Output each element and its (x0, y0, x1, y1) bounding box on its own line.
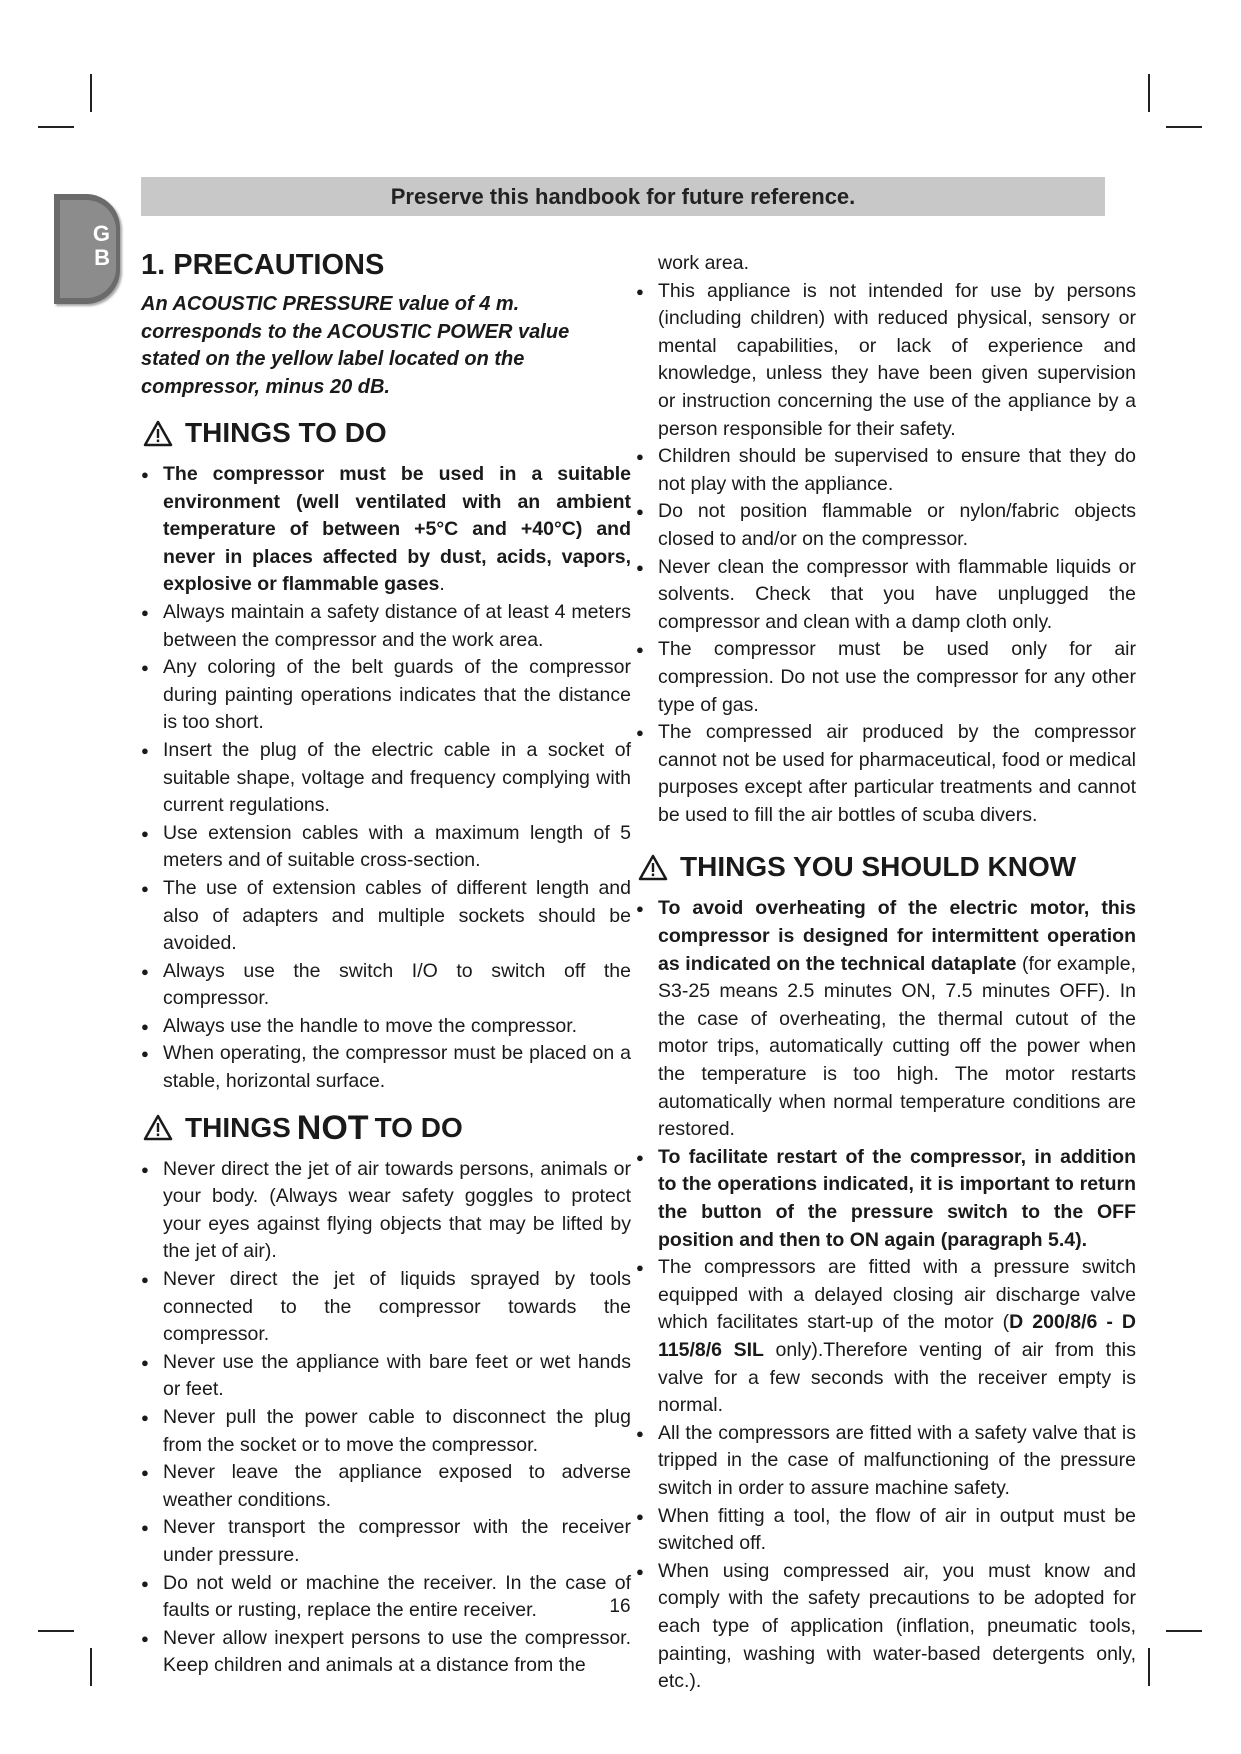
warning-triangle-icon (638, 854, 668, 881)
section-title: 1. PRECAUTIONS (141, 249, 385, 281)
crop-mark (38, 1630, 74, 1632)
list-item: ● When operating, the compressor must be placed on a stable, horizontal surface. (141, 1040, 631, 1095)
list-item: ● Never pull the power cable to disconnect the plug from the socket or to move the compressor. (141, 1404, 631, 1459)
list-item: ● The compressor must be used in a suitable environment (well ventilated with an ambient temperature of between +5°C and +40°C) and never in places affected by dust, acids, vapors, explosive or flammable gases. (141, 461, 631, 599)
things-to-do-list (141, 461, 631, 1096)
list-item: ● Children should be supervised to ensure that they do not play with the appliance. (636, 443, 1136, 498)
things-not-to-do-list (141, 1156, 631, 1680)
things-you-should-know-heading (638, 847, 1136, 887)
list-item: ● Never clean the compressor with flammable liquids or solvents. Check that you have unplugged the compressor and clean with a damp cloth only. (636, 554, 1136, 637)
continued-text: work area. (658, 252, 750, 274)
list-item: ● All the compressors are fitted with a safety valve that is tripped in the case of malfunctioning of the pressure switch in order to assure machine safety. (636, 1420, 1136, 1503)
list-item: ● Never direct the jet of air towards persons, animals or your body. (Always wear safety goggles to protect your eyes against flying objects that may be lifted by the jet of air). (141, 1156, 631, 1266)
list-item: ● When fitting a tool, the flow of air in output must be switched off. (636, 1503, 1136, 1558)
list-item: ● The compressor must be used only for air compression. Do not use the compressor for any other type of gas. (636, 636, 1136, 719)
left-column (141, 245, 631, 1680)
crop-mark (90, 1648, 92, 1686)
list-item: ● Never allow inexpert persons to use the compressor. Keep children and animals at a distance from the (141, 1625, 631, 1680)
list-item: ● This appliance is not intended for use by persons (including children) with reduced physical, sensory or mental capabilities, or lack of experience and knowledge, unless they have been given supervision or instruction concerning the use of the appliance by a person responsible for their safety. (636, 278, 1136, 444)
list-item: ● Never direct the jet of liquids sprayed by tools connected to the compressor towards the compressor. (141, 1266, 631, 1349)
things-to-do-heading (143, 413, 631, 453)
crop-mark (38, 126, 74, 128)
things-you-should-know-title: THINGS YOU SHOULD KNOW (680, 851, 1077, 883)
list-item: ● To facilitate restart of the compressor, in addition to the operations indicated, it is important to return the button of the pressure switch to the OFF position and then to ON again (paragraph 5.4). (636, 1144, 1136, 1254)
things-not-to-do-title-c: TO DO (374, 1111, 463, 1143)
things-not-to-do-heading (143, 1108, 631, 1148)
list-item: ● Never leave the appliance exposed to adverse weather conditions. (141, 1459, 631, 1514)
things-not-to-do-title-b: NOT (296, 1108, 369, 1147)
crop-mark (1148, 74, 1150, 112)
things-you-should-know-list (636, 895, 1136, 1695)
page-number: 16 (609, 1596, 631, 1617)
language-tab: G B (60, 200, 116, 298)
preserve-banner: Preserve this handbook for future reference. (141, 177, 1105, 216)
list-item: ● Use extension cables with a maximum length of 5 meters and of suitable cross-section. (141, 820, 631, 875)
acoustic-intro: An ACOUSTIC PRESSURE value of 4 m. corresponds to the ACOUSTIC POWER value stated on the yellow label located on the compressor, minus 20 dB. (141, 293, 570, 398)
warning-triangle-icon (143, 1114, 173, 1141)
crop-mark (1148, 1648, 1150, 1686)
list-item: ● The compressed air produced by the compressor cannot not be used for pharmaceutical, food or medical purposes except after particular treatments and cannot be used to fill the air bottles of scuba divers. (636, 719, 1136, 829)
list-item: ● Always maintain a safety distance of at least 4 meters between the compressor and the work area. (141, 599, 631, 654)
things-not-to-do-list-continued (636, 278, 1136, 830)
warning-triangle-icon (143, 420, 173, 447)
list-item: ● Always use the handle to move the compressor. (141, 1013, 631, 1041)
list-item: ● To avoid overheating of the electric motor, this compressor is designed for intermittent operation as indicated on the technical dataplate (for example, S3-25 means 2.5 minutes ON, 7.5 minutes OFF). In the case of overheating, the thermal cutout of the motor trips, automatically cutting off the power when the temperature is too high. The motor restarts automatically when normal temperature conditions are restored. (636, 895, 1136, 1143)
crop-mark (90, 74, 92, 112)
crop-mark (1166, 126, 1202, 128)
list-item: ● Never transport the compressor with the receiver under pressure. (141, 1514, 631, 1569)
list-item: ● Do not position flammable or nylon/fabric objects closed to and/or on the compressor. (636, 498, 1136, 553)
list-item: ● Insert the plug of the electric cable in a socket of suitable shape, voltage and frequency complying with current regulations. (141, 737, 631, 820)
list-item: ● The use of extension cables of different length and also of adapters and multiple sockets should be avoided. (141, 875, 631, 958)
list-item: ● Do not weld or machine the receiver. In the case of faults or rusting, replace the entire receiver. (141, 1570, 631, 1625)
list-item: ● The compressors are fitted with a pressure switch equipped with a delayed closing air discharge valve which facilitates start-up of the motor (D 200/8/6 - D 115/8/6 SIL only).Therefore venting of air from this valve for a few seconds with the receiver empty is normal. (636, 1254, 1136, 1420)
list-item: ● Never use the appliance with bare feet or wet hands or feet. (141, 1349, 631, 1404)
list-item: ● Any coloring of the belt guards of the compressor during painting operations indicates that the distance is too short. (141, 654, 631, 737)
list-item: ● When using compressed air, you must know and comply with the safety precautions to be adopted for each type of application (inflation, pneumatic tools, painting, washing with water-based detergents only, etc.). (636, 1558, 1136, 1696)
crop-mark (1166, 1630, 1202, 1632)
things-not-to-do-title-a: THINGS (185, 1111, 291, 1143)
right-column (636, 250, 1136, 1696)
list-item: ● Always use the switch I/O to switch off the compressor. (141, 958, 631, 1013)
things-to-do-title: THINGS TO DO (185, 417, 387, 448)
